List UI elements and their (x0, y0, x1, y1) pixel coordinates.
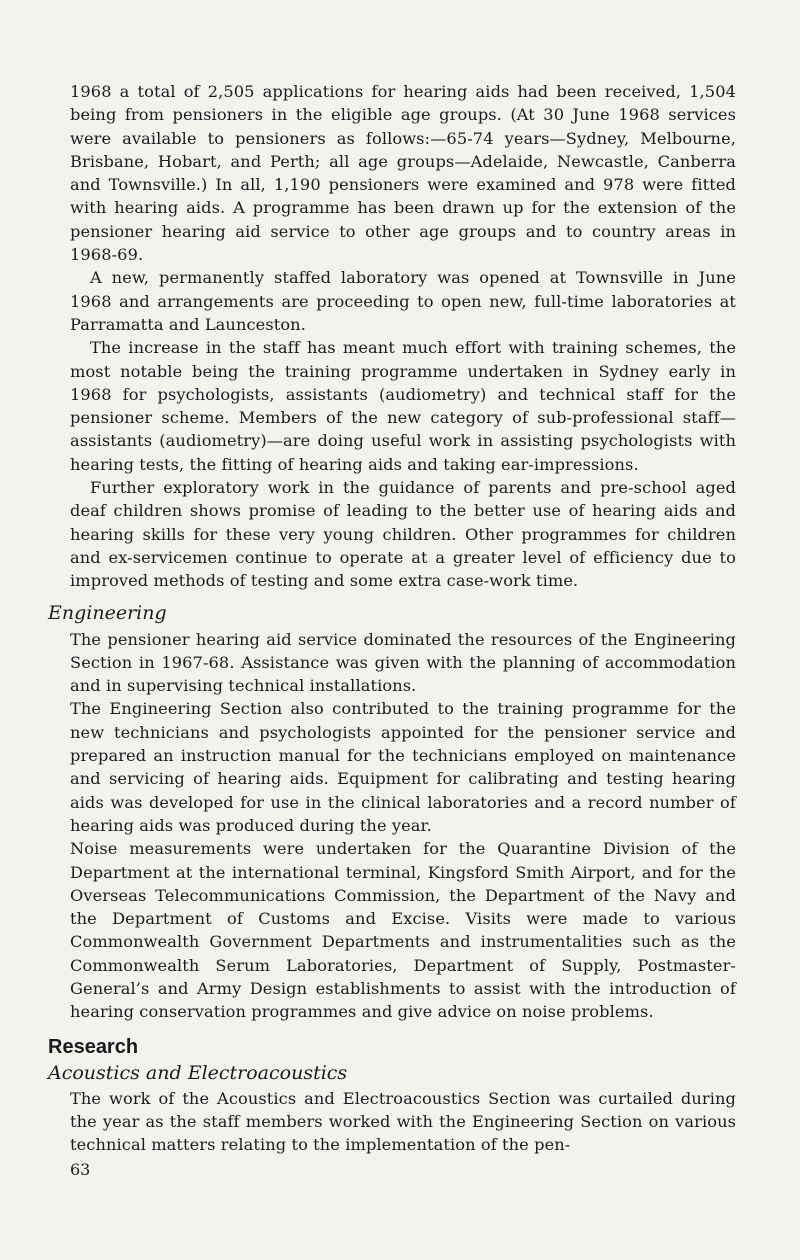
intro-paragraph-3: The increase in the staff has meant much effort with training schemes, the most notable being the training programme undertaken in Sydney early in 1968 for psychologists, assistants (audiometry) and technical staff for the pensioner scheme. Members of the new category of sub-professional staff—assistants (audiometry)—are doing useful work in assisting psychologists with hearing tests, the fitting of hearing aids and taking ear-impressions. (70, 338, 736, 474)
research-paragraph-1: The work of the Acoustics and Electroacoustics Section was curtailed during the year as the staff members worked with the Engineering Section on various technical matters relating to the implementation of the pen- (70, 1088, 736, 1155)
intro-paragraph-4: Further exploratory work in the guidance of parents and pre-school aged deaf children shows promise of leading to the better use of hearing aids and hearing skills for these very young children. Other programmes for children and ex-servicemen continue to operate at a greater level of efficiency due to improved methods of testing and some extra case-work time. (70, 478, 736, 591)
engineering-paragraph-1: The pensioner hearing aid service dominated the resources of the Engineering Section in 1967-68. Assistance was given with the planning of accommodation and in supervising technical installations. (70, 629, 736, 696)
research-heading: Research (48, 1035, 139, 1058)
intro-paragraph-1: 1968 a total of 2,505 applications for hearing aids had been received, 1,504 being from pensioners in the eligible age groups. (At 30 June 1968 services were available to pensioners as follows:—65-74 years—Sydney, Melbourne, Brisbane, Hobart, and Perth; all age groups—Adelaide, Newcastle, Canberra and Townsville.) In all, 1,190 pensioners were examined and 978 were fitted with hearing aids. A programme has been drawn up for the extension of the pensioner hearing aid service to other age groups and to country areas in 1968-69. (70, 82, 736, 265)
page-number: 63 (70, 1160, 91, 1179)
engineering-heading: Engineering (48, 601, 167, 624)
engineering-paragraph-2: The Engineering Section also contributed to the training programme for the new technicians and psychologists appointed for the pensioner service and prepared an instruction manual for the technicians employed on maintenance and servicing of hearing aids. Equipment for calibrating and testing hearing aids was developed for use in the clinical laboratories and a record number of hearing aids was produced during the year. (70, 699, 736, 835)
intro-paragraph-2: A new, permanently staffed laboratory was opened at Townsville in June 1968 and arrangements are proceeding to open new, full-time laboratories at Parramatta and Launceston. (70, 268, 736, 334)
acoustics-subheading: Acoustics and Electroacoustics (48, 1061, 348, 1084)
body-text (48, 80, 736, 1156)
engineering-paragraph-3: Noise measurements were undertaken for the Quarantine Division of the Department at the international terminal, Kingsford Smith Airport, and for the Overseas Telecommunications Commission, the Department of the Navy and the Department of Customs and Excise. Visits were made to various Commonwealth Government Departments and instrumentalities such as the Commonwealth Serum Laboratories, Department of Supply, Postmaster-General’s and Army Design establishments to assist with the introduction of hearing conservation programmes and give advice on noise problems. (70, 839, 736, 1022)
